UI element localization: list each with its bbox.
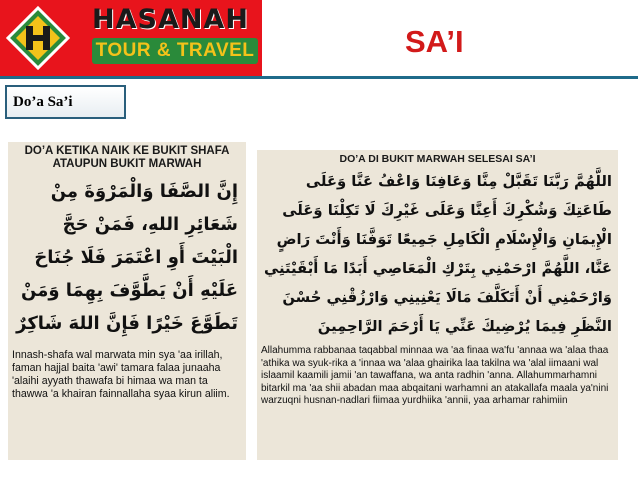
prayer-arabic-text: اللَّهُمَّ رَبَّنَا تَقَبَّلْ مِنَّا وَعَافِنَا وَاعْفُ عَنَّا وَعَلَى طَاعَتِكَ وَشُكْرِكَ أَعِنَّا وَعَلَى غَيْرِكَ لَا تَكِلْنَا وَعَلَى الْإِيمَانِ وَالْإِسْلَامِ الْكَامِلِ جَمِيعًا تَوَفَّنَا وَأَنْتَ رَاضٍ عَنَّا، اللَّهُمَّ ارْحَمْنِي بِتَرْكِ الْمَعَاصِي أَبَدًا مَا أَبْقَيْتَنِي وَارْحَمْنِي أَنْ أَتَكَلَّفَ مَالَا يَعْنِينِي وَارْزُقْنِي حُسْنَ النَّظَرِ فِيمَا يُرْضِيكَ عَنِّي يَا أَرْحَمَ الرَّاحِمِينَ (263, 173, 612, 335)
prayer-card-after-sai (257, 150, 618, 460)
logo-subtitle: TOUR & TRAVEL (92, 38, 258, 64)
company-logo (0, 0, 262, 76)
prayer-arabic-text: إِنَّ الصَّفَا وَالْمَرْوَةَ مِنْ شَعَائِرِ اللهِ، فَمَنْ حَجَّ الْبَيْتَ أَوِ اعْتَمَرَ فَلَا جُنَاحَ عَلَيْهِ أَنْ يَطَّوَّفَ بِهِمَا وَمَنْ تَطَوَّعَ خَيْرًا فَإِنَّ اللهَ شَاكِرٌ (16, 181, 238, 334)
prayer-transliteration: Innash-shafa wal marwata min sya 'aa irillah, faman hajjal baita 'awi' tamara falaa junaaha 'alaihi ayyath thawafa bi himaa wa man ta thawwa 'a khairan fainnallaha syaa kirun aliim. (12, 349, 230, 400)
prayer-card-shafa-marwah (8, 142, 246, 460)
page-title: SA’I (405, 24, 464, 59)
header-divider (0, 76, 638, 79)
logo-name: HASANAH (92, 4, 249, 35)
prayer-heading: DO’A KETIKA NAIK KE BUKIT SHAFA ATAUPUN BUKIT MARWAH (24, 145, 230, 170)
prayer-heading: DO’A DI BUKIT MARWAH SELESAI SA’I (339, 153, 536, 165)
prayer-transliteration: Allahumma rabbanaa taqabbal minnaa wa 'aa finaa wa'fu 'annaa wa 'alaa thaa 'athika wa syuk-rika a 'innaa wa 'alaa ghairika laa takilna wa 'alal iimaani wal islaamil kaamili jamii 'an tawaffana, wa anta radhin 'anna. Allahummarhamni bitarkil ma 'aa shii abadan maa abqaitani warhamni an atakallafa maala ya'nini warzuqni husnan-nadlari fiimaa yurdhiika 'annii, yaa arhamar rahimiin (261, 345, 609, 407)
logo-emblem-icon (6, 6, 70, 70)
section-label: Do’a Sa’i (5, 85, 126, 119)
